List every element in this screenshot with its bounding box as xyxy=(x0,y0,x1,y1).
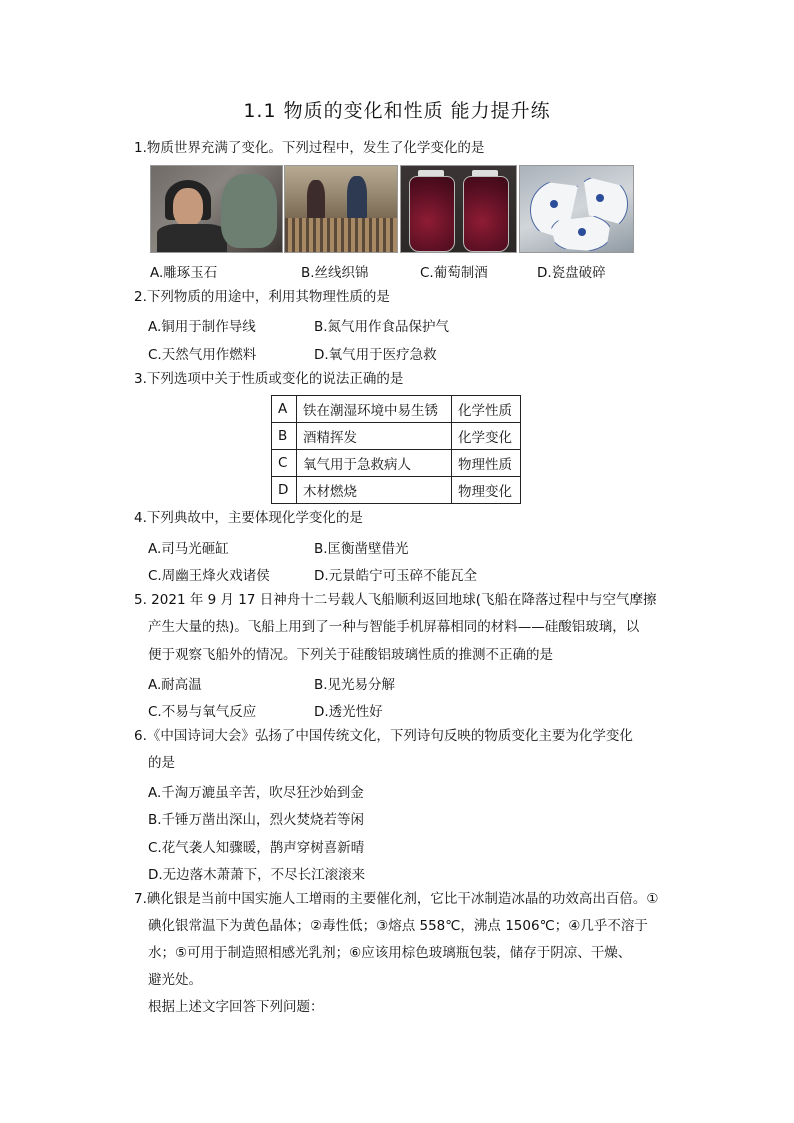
carving-jade-photo xyxy=(150,165,283,253)
q2-option-b: B.氮气用作食品保护气 xyxy=(314,319,450,335)
question-5-line-1: 5. 2021 年 9 月 17 日神舟十二号载人飞船顺利返回地球(飞船在降落过程中与空气摩擦 xyxy=(134,592,657,608)
q5-option-a: A.耐高温 xyxy=(148,677,202,693)
question-1-images xyxy=(150,165,634,253)
table-row xyxy=(272,477,521,504)
question-7-line-5: 根据上述文字回答下列问题： xyxy=(148,999,324,1015)
q5-option-b: B.见光易分解 xyxy=(314,677,396,693)
table-cell: 物理变化 xyxy=(452,477,521,504)
question-2-stem: 2.下列物质的用途中，利用其物理性质的是 xyxy=(134,289,390,305)
q4-option-c: C.周幽王烽火戏诸侯 xyxy=(148,568,270,584)
grape-wine-photo xyxy=(400,165,517,253)
question-5-line-2: 产生大量的热)。飞船上用到了一种与智能手机屏幕相同的材料——硅酸铝玻璃，以 xyxy=(148,619,640,635)
table-row xyxy=(272,450,521,477)
question-3-stem: 3.下列选项中关于性质或变化的说法正确的是 xyxy=(134,371,404,387)
question-7-line-3: 水；⑤可用于制造照相感光乳剂；⑥应该用棕色玻璃瓶包装，储存于阴凉、干燥、 xyxy=(148,945,632,961)
table-cell: 酒精挥发 xyxy=(297,423,452,450)
question-4-stem: 4.下列典故中，主要体现化学变化的是 xyxy=(134,510,363,526)
q4-option-b: B.匡衡凿壁借光 xyxy=(314,541,409,557)
table-cell: 化学性质 xyxy=(452,396,521,423)
q1-option-a: A.雕琢玉石 xyxy=(150,265,218,281)
question-7-line-2: 碘化银常温下为黄色晶体；②毒性低；③熔点 558℃，沸点 1506℃；④几乎不溶于 xyxy=(148,918,648,934)
table-cell: 木材燃烧 xyxy=(297,477,452,504)
table-cell: 物理性质 xyxy=(452,450,521,477)
table-cell: A xyxy=(272,396,297,423)
q6-option-c: C.花气袭人知骤暖，鹊声穿树喜新晴 xyxy=(148,840,365,856)
table-cell: 铁在潮湿环境中易生锈 xyxy=(297,396,452,423)
q1-option-b: B.丝线织锦 xyxy=(301,265,369,281)
question-5-line-3: 便于观察飞船外的情况。下列关于硅酸铝玻璃性质的推测不正确的是 xyxy=(148,647,553,663)
question-3-table xyxy=(271,395,521,504)
question-1-stem: 1.物质世界充满了变化。下列过程中，发生了化学变化的是 xyxy=(134,140,485,156)
table-cell: C xyxy=(272,450,297,477)
q5-option-c: C.不易与氧气反应 xyxy=(148,704,257,720)
q2-option-a: A.铜用于制作导线 xyxy=(148,319,256,335)
q2-option-c: C.天然气用作燃料 xyxy=(148,347,257,363)
q1-option-c: C.葡萄制酒 xyxy=(420,265,488,281)
question-7-line-4: 避光处。 xyxy=(148,972,202,988)
question-6-line-1: 6.《中国诗词大会》弘扬了中国传统文化，下列诗句反映的物质变化主要为化学变化 xyxy=(134,728,633,744)
table-row xyxy=(272,396,521,423)
q2-option-d: D.氧气用于医疗急救 xyxy=(314,347,437,363)
page-title: 1.1 物质的变化和性质 能力提升练 xyxy=(243,100,551,122)
table-cell: D xyxy=(272,477,297,504)
broken-porcelain-photo xyxy=(519,165,634,253)
table-row xyxy=(272,423,521,450)
table-cell: 化学变化 xyxy=(452,423,521,450)
q1-option-d: D.瓷盘破碎 xyxy=(537,265,606,281)
table-cell: B xyxy=(272,423,297,450)
question-7-line-1: 7.碘化银是当前中国实施人工增雨的主要催化剂，它比干冰制造冰晶的功效高出百倍。① xyxy=(134,891,659,907)
q5-option-d: D.透光性好 xyxy=(314,704,383,720)
q4-option-d: D.元景皓宁可玉碎不能瓦全 xyxy=(314,568,478,584)
q6-option-d: D.无边落木萧萧下，不尽长江滚滚来 xyxy=(148,867,366,883)
q6-option-b: B.千锤万凿出深山，烈火焚烧若等闲 xyxy=(148,812,365,828)
question-6-line-2: 的是 xyxy=(148,755,175,771)
q6-option-a: A.千淘万漉虽辛苦，吹尽狂沙始到金 xyxy=(148,785,364,801)
silk-weaving-photo xyxy=(284,165,398,253)
q4-option-a: A.司马光砸缸 xyxy=(148,541,229,557)
table-cell: 氧气用于急救病人 xyxy=(297,450,452,477)
